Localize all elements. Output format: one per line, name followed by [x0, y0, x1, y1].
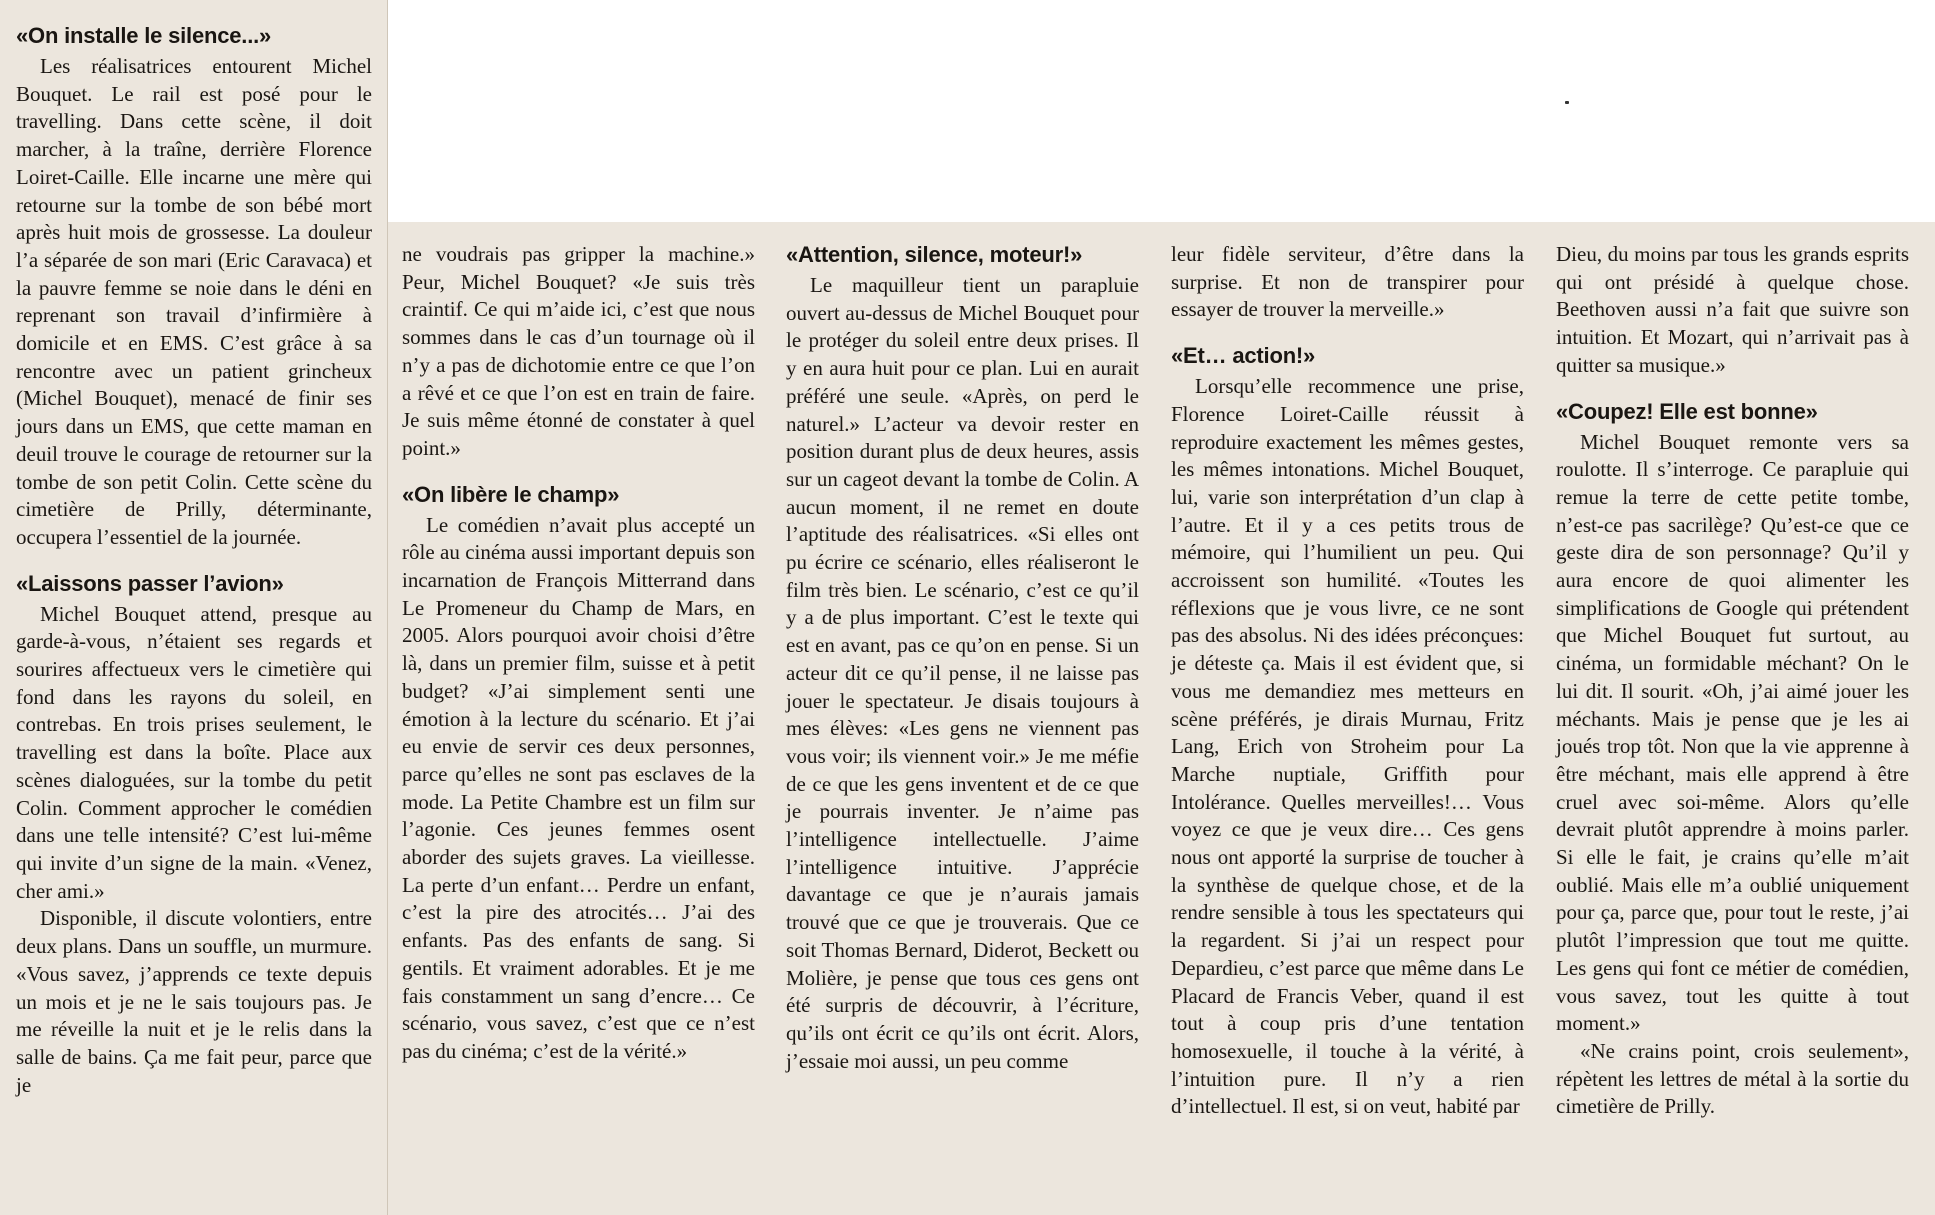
paragraph: Michel Bouquet attend, presque au garde-à-vous, n’étaient ses regards et sourires affectueux vers le cimetière qui fond dans les rayons du soleil, en contrebas. En trois prises seulement, le travelling est dans la boîte. Place aux scènes dialoguées, sur la tombe du petit Colin. Comment approcher le comédien dans une telle intensité? C’est lui-même qui invite d’un signe de la main. «Venez, cher ami.»: [16, 601, 372, 903]
paragraph: Les réalisatrices entourent Michel Bouquet. Le rail est posé pour le travelling. Dans cette scène, il doit marcher, à la traîne, derrière Florence Loiret-Caille. Elle incarne une mère qui retourne sur la tombe de son bébé mort après huit mois de grossesse. La douleur l’a séparée de son mari (Eric Caravaca) et la pauvre femme se noie dans le déni en reprenant son travail d’infirmière à domicile et en EMS. C’est grâce à sa rencontre avec un patient grincheux (Michel Bouquet), menacé de finir ses jours dans un EMS, que cette maman en deuil trouve le courage de retourner sur la tombe de son petit Colin. Cette scène du cimetière de Prilly, déterminante, occupera l’essentiel de la journée.: [16, 54, 372, 549]
article-column-3: [786, 241, 1139, 1075]
paragraph: Le comédien n’avait plus accepté un rôle au cinéma aussi important depuis son incarnation de François Mitterrand dans Le Promeneur du Champ de Mars, en 2005. Alors pourquoi avoir choisi d’être là, dans un premier film, suisse et à petit budget? «J’ai simplement senti une émotion à la lecture du scénario. Et j’ai eu envie de servir ces deux personnes, parce qu’elles ne sont pas esclaves de la mode. La Petite Chambre est un film sur l’agonie. Ces jeunes femmes osent aborder des sujets graves. La vieillesse. La perte d’un enfant… Perdre un enfant, c’est la pire des atrocités… J’ai des enfants. Pas des enfants de sang. Si gentils. Et vraiment adorables. Et je me fais constamment un sang d’encre… Ce scénario, vous savez, c’est que ce n’est pas du cinéma; c’est de la vérité.»: [402, 512, 755, 1063]
paragraph: Disponible, il discute volontiers, entre deux plans. Dans un souffle, un murmure. «Vous savez, j’apprends ce texte depuis un mois et je ne le sais toujours pas. Je me réveille la nuit et je le relis dans la salle de bains. Ça me fait peur, parce que je: [16, 906, 372, 1097]
paragraph: Dieu, du moins par tous les grands esprits qui ont présidé à quelque chose. Beethoven aussi n’a fait que suivre son intuition. Et Mozart, qui n’arrivait pas à quitter sa musique.»: [1556, 242, 1909, 377]
subhead-action: «Et… action!»: [1171, 343, 1316, 369]
article-column-5: [1556, 241, 1909, 1121]
subhead-silence: «On installe le silence...»: [16, 23, 272, 48]
article-column-1: [16, 22, 372, 1099]
article-column-2: [402, 241, 755, 1066]
paragraph: Le maquilleur tient un parapluie ouvert au-dessus de Michel Bouquet pour le protéger du soleil entre deux prises. Il y en aura huit pour ce plan. Lui en aurait préféré une seule. «Après, on perd le naturel.» L’acteur va devoir rester en position durant plus de deux heures, assis sur un cageot devant la tombe de Colin. A aucun moment, il ne remet en doute l’aptitude des réalisatrices. «Si elles ont pu écrire ce scénario, elles réaliseront le film très bien. Le scénario, c’est ce qu’il y a de plus important. C’est le texte qui est en avant, pas ce qu’on en pense. Si un acteur dit ce qu’il pense, il ne laisse pas jouer le spectateur. Je disais toujours à mes élèves: «Les gens ne viennent pas vous voir; ils viennent voir.» Je me méfie de ce que les gens inventent et de ce que je pourrais inventer. Je n’aime pas l’intelligence intellectuelle. J’aime l’intelligence intuitive. J’apprécie davantage ce que je n’aurais jamais trouvé que ce que je trouverais. Que ce soit Thomas Bernard, Diderot, Beckett ou Molière, je pense que tous ces gens ont été surpris de découvrir, à l’écriture, qu’ils ont écrit ce qu’ils ont écrit. Alors, j’essaie moi aussi, un peu comme: [786, 273, 1139, 1073]
paragraph: ne voudrais pas gripper la machine.» Peur, Michel Bouquet? «Je suis très craintif. Ce qui m’aide ici, c’est que nous sommes dans le cas d’un tournage où il n’y a pas de dichotomie entre ce que l’on a rêvé et ce que l’on est en train de faire. Je suis même étonné de constater à quel point.»: [402, 242, 755, 460]
paragraph: Lorsqu’elle recommence une prise, Florence Loiret-Caille réussit à reproduire exactement les mêmes gestes, les mêmes intonations. Michel Bouquet, lui, varie son interprétation d’un clap à l’autre. Et il y a ces petits trous de mémoire, qui l’humilient un peu. Qui accroissent son humilité. «Toutes les réflexions que je vous livre, ce ne sont pas des absolus. Ni des idées préconçues: je déteste ça. Mais il est évident que, si vous me demandiez mes metteurs en scène préférés, je dirais Murnau, Fritz Lang, Erich von Stroheim pour La Marche nuptiale, Griffith pour Intolérance. Quelles merveilles!… Vous voyez ce que je veux dire… Ces gens nous ont apporté la surprise de toucher à la synthèse de quelque chose, et de la rendre sensible à tous les spectateurs qui la regardent. Si j’ai un respect pour Depardieu, c’est parce que même dans Le Placard de Francis Veber, quand il est tout à coup pris d’une tentation homosexuelle, il touche à la vérité, à l’intuition pure. Il n’y a rien d’intellectuel. Il est, si on veut, habité par: [1171, 374, 1524, 1119]
paragraph: Michel Bouquet remonte vers sa roulotte. Il s’interroge. Ce parapluie qui remue la terre de cette petite tombe, n’est-ce pas sacrilège? Qu’est-ce que ce geste dira de son personnage? Qu’il y aura encore de quoi alimenter les simplifications de Google qui prétendent que Michel Bouquet fut surtout, au cinéma, un formidable méchant? On le lui dit. Il sourit. «Oh, j’ai aimé jouer les méchants. Mais je pense que je les ai joués trop tôt. Non que la vie apprenne à être méchant, mais elle apprend à être cruel avec soi-même. Alors qu’elle devrait plutôt apprendre à moins parler. Si elle le fait, je crains qu’elle m’ait oublié. Mais elle m’a oublié uniquement pour ça, parce que, pour tout le reste, j’ai plutôt l’impression que tout me quitte. Les gens qui font ce métier de comédien, vous savez, tout les quitte à tout moment.»: [1556, 429, 1909, 1036]
subhead-champ: «On libère le champ»: [402, 481, 620, 507]
subhead-moteur: «Attention, silence, moteur!»: [786, 242, 1083, 267]
ink-speck: [1565, 101, 1569, 104]
paragraph: leur fidèle serviteur, d’être dans la surprise. Et non de transpirer pour essayer de trouver la merveille.»: [1171, 242, 1524, 322]
subhead-avion: «Laissons passer l’avion»: [16, 570, 284, 596]
article-column-4: [1171, 241, 1524, 1121]
paragraph: «Ne crains point, crois seulement», répètent les lettres de métal à la sortie du cimetière de Prilly.: [1556, 1038, 1909, 1119]
subhead-coupez: «Coupez! Elle est bonne»: [1556, 398, 1818, 424]
